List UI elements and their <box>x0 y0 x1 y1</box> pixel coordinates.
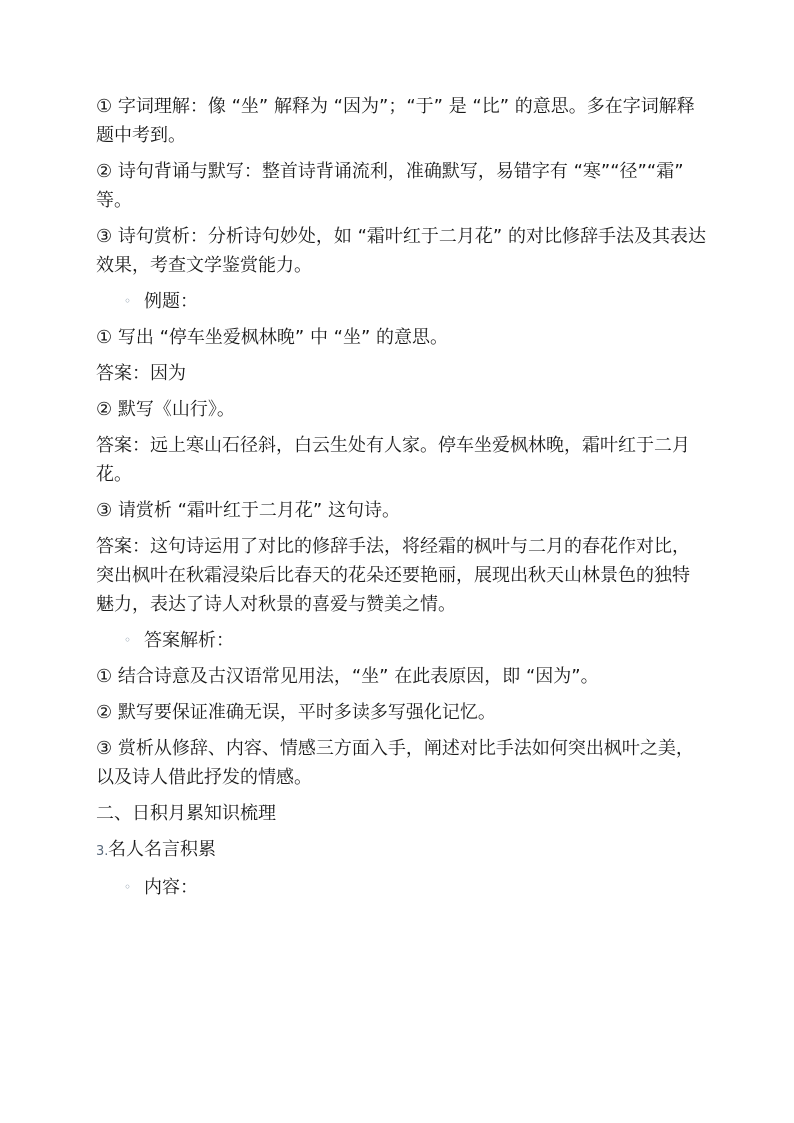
numbered-item-3 <box>96 835 706 866</box>
list-number: 3. <box>96 844 109 859</box>
bullet-icon: ◦ <box>124 633 132 647</box>
sub-bullet-label: 内容： <box>144 877 198 898</box>
bullet-icon: ◦ <box>124 294 132 308</box>
question-3: ③ 请赏析 “霜叶红于二月花” 这句诗。 <box>96 500 400 521</box>
explanation-3: ③ 赏析从修辞、内容、情感三方面入手，阐述对比手法如何突出枫叶之美，以及诗人借此抒发的情感。 <box>96 738 694 788</box>
sub-bullet-examples <box>96 287 706 316</box>
sub-bullet-content <box>96 873 706 902</box>
explanation-2: ② 默写要保证准确无误，平时多读多写强化记忆。 <box>96 702 496 723</box>
answer-2: 答案：远上寒山石径斜，白云生处有人家。停车坐爱枫林晚，霜叶红于二月花。 <box>96 435 690 485</box>
section-heading: 二、日积月累知识梳理 <box>96 803 276 824</box>
answer-1: 答案：因为 <box>96 363 186 384</box>
bullet-icon: ◦ <box>124 880 132 894</box>
explanation-1: ① 结合诗意及古汉语常见用法，“坐” 在此表原因，即 “因为”。 <box>96 666 599 687</box>
list-item-text: 名人名言积累 <box>108 839 216 860</box>
question-1: ① 写出 “停车坐爱枫林晚” 中 “坐” 的意思。 <box>96 327 449 348</box>
sub-bullet-label: 答案解析： <box>144 630 234 651</box>
sub-bullet-label: 例题： <box>144 291 198 312</box>
question-2: ② 默写《山行》。 <box>96 399 235 420</box>
paragraph-recitation: ② 诗句背诵与默写：整首诗背诵流利，准确默写，易错字有 “寒”“径”“霜” 等。 <box>96 161 690 211</box>
answer-3: 答案：这句诗运用了对比的修辞手法，将经霜的枫叶与二月的春花作对比，突出枫叶在秋霜浸染后比春天的花朵还要艳丽，展现出秋天山林景色的独特魅力，表达了诗人对秋景的喜爱与赞美之情。 <box>96 536 690 615</box>
sub-bullet-analysis <box>96 626 706 655</box>
document-page <box>96 92 706 909</box>
paragraph-word-understanding: ① 字词理解：像 “坐” 解释为 “因为”；“于” 是 “比” 的意思。多在字词解释题中考到。 <box>96 96 695 146</box>
paragraph-appreciation: ③ 诗句赏析：分析诗句妙处，如 “霜叶红于二月花” 的对比修辞手法及其表达效果，考查文学鉴赏能力。 <box>96 226 706 276</box>
